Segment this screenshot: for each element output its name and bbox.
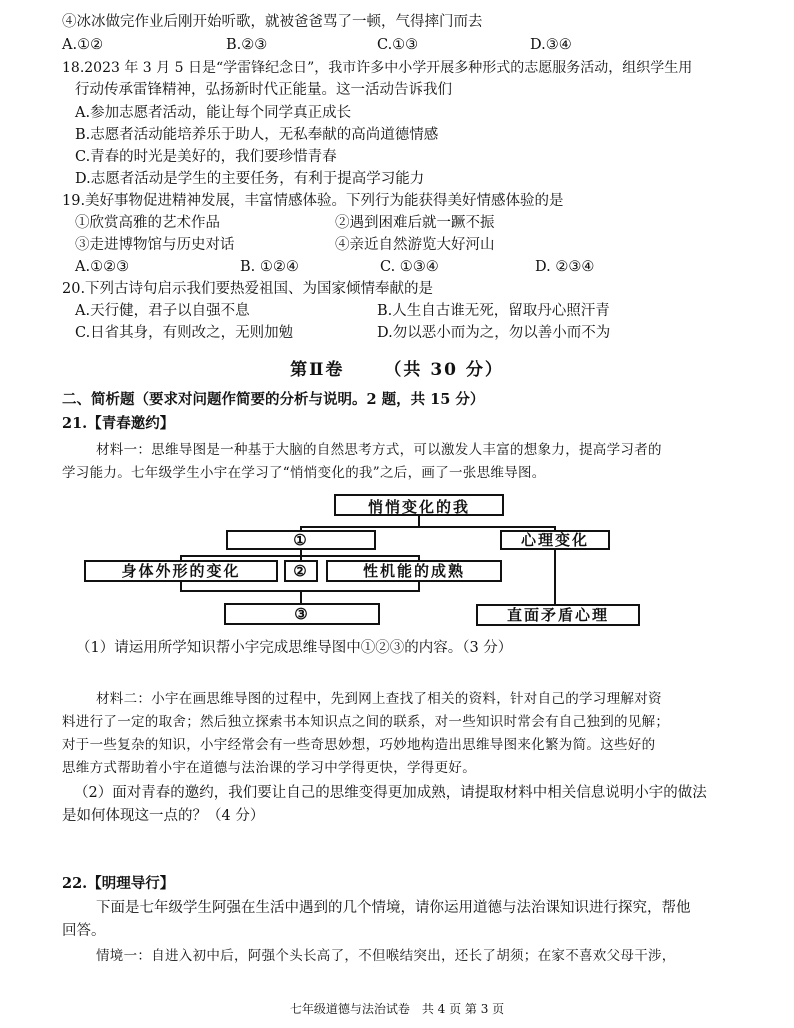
- mm-root: 悄悄变化的我: [334, 494, 504, 516]
- q21-material2-line4: 思维方式帮助着小宇在道德与法治课的学习中学得更快，学得更好。: [62, 760, 476, 776]
- q20-option-b: B.人生自古谁无死，留取丹心照汗青: [377, 303, 610, 319]
- part2-score: （共 30 分）: [384, 360, 504, 380]
- q19-stem: 19.美好事物促进精神发展，丰富情感体验。下列行为能获得美好情感体验的是: [62, 193, 564, 209]
- mm-connector: [300, 526, 556, 528]
- mm-node-1: ①: [226, 530, 376, 550]
- q21-sub2-line1: （2）面对青春的邀约，我们要让自己的思维变得更加成熟，请提取材料中相关信息说明小宇的做法: [74, 785, 707, 801]
- q19-item4: ④亲近自然游览大好河山: [335, 237, 495, 253]
- q21-material2-line3: 对于一些复杂的知识，小宇经常会有一些奇思妙想，巧妙地构造出思维导图来化繁为简。这些好的: [62, 737, 656, 753]
- q21-material2-line2: 料进行了一定的取舍；然后独立探索书本知识点之间的联系，对一些知识时常会有自己独到的见解；: [62, 714, 670, 730]
- q19-option-d: D. ②③④: [535, 259, 595, 275]
- mm-node-face: 直面矛盾心理: [476, 604, 640, 626]
- q18-stem-line2: 行动传承雷锋精神，弘扬新时代正能量。这一活动告诉我们: [75, 82, 452, 98]
- q22-intro-line1: 下面是七年级学生阿强在生活中遇到的几个情境，请你运用道德与法治课知识进行探究，帮他: [96, 900, 691, 916]
- q19-option-c: C. ①③④: [380, 259, 439, 275]
- q19-item1: ①欣赏高雅的艺术作品: [75, 215, 220, 231]
- q20-option-d: D.勿以恶小而为之，勿以善小而不为: [377, 325, 611, 341]
- q18-option-d: D.志愿者活动是学生的主要任务，有利于提高学习能力: [75, 171, 425, 187]
- q19-item2: ②遇到困难后就一蹶不振: [335, 215, 495, 231]
- q17-option-b: B.②③: [226, 37, 268, 53]
- q18-option-c: C.青春的时光是美好的，我们要珍惜青春: [75, 149, 337, 165]
- mm-connector: [554, 549, 556, 605]
- part2-title-label: 第Ⅱ卷: [290, 360, 345, 380]
- mm-connector: [300, 590, 302, 604]
- page-footer: 七年级道德与法治试卷 共 4 页 第 3 页: [289, 1002, 505, 1016]
- mm-node-3: ③: [224, 603, 380, 625]
- q21-material1-line2: 学习能力。七年级学生小宇在学习了“悄悄变化的我”之后，画了一张思维导图。: [62, 465, 546, 481]
- q20-option-a: A.天行健，君子以自强不息: [75, 303, 250, 319]
- q21-heading: 21.【青春邀约】: [62, 415, 175, 432]
- mm-node-body: 身体外形的变化: [84, 560, 278, 582]
- q17-option-d: D.③④: [530, 37, 572, 53]
- mm-node-psych: 心理变化: [500, 530, 610, 550]
- q21-sub1: （1）请运用所学知识帮小宇完成思维导图中①②③的内容。（3 分）: [76, 640, 513, 656]
- q18-stem-line1: 18.2023 年 3 月 5 日是“学雷锋纪念日”，我市许多中小学开展多种形式的志愿服务活动，组织学生用: [62, 60, 693, 76]
- q17-option-a: A.①②: [62, 37, 104, 53]
- q21-material2-line1: 材料二：小宇在画思维导图的过程中，先到网上查找了相关的资料，针对自己的学习理解对资: [96, 691, 662, 707]
- q17-item4: ④冰冰做完作业后刚开始听歌，就被爸爸骂了一顿，气得摔门而去: [62, 14, 483, 30]
- mm-node-2: ②: [284, 560, 318, 582]
- q18-option-a: A.参加志愿者活动，能让每个同学真正成长: [75, 105, 352, 121]
- part2-title: [0, 355, 794, 380]
- q21-material1-line1: 材料一：思维导图是一种基于大脑的自然思考方式，可以激发人丰富的想象力，提高学习者的: [96, 442, 662, 458]
- section-heading: 二、简析题（要求对问题作简要的分析与说明。2 题，共 15 分）: [62, 391, 485, 408]
- q18-option-b: B.志愿者活动能培养乐于助人，无私奉献的高尚道德情感: [75, 127, 439, 143]
- q20-option-c: C.日省其身，有则改之，无则加勉: [75, 325, 294, 341]
- q19-option-b: B. ①②④: [240, 259, 299, 275]
- q21-sub2-line2: 是如何体现这一点的？（4 分）: [62, 808, 265, 824]
- q19-option-a: A.①②③: [75, 259, 130, 275]
- q17-option-c: C.①③: [377, 37, 419, 53]
- q22-intro-line2: 回答。: [62, 923, 106, 939]
- q22-heading: 22.【明理导行】: [62, 875, 175, 892]
- q20-stem: 20.下列古诗句启示我们要热爱祖国、为国家倾情奉献的是: [62, 281, 434, 297]
- mm-node-sex: 性机能的成熟: [326, 560, 502, 582]
- q22-scene1: 情境一：自进入初中后，阿强个头长高了，不但喉结突出，还长了胡须；在家不喜欢父母干涉，: [96, 948, 676, 964]
- q19-item3: ③走进博物馆与历史对话: [75, 237, 235, 253]
